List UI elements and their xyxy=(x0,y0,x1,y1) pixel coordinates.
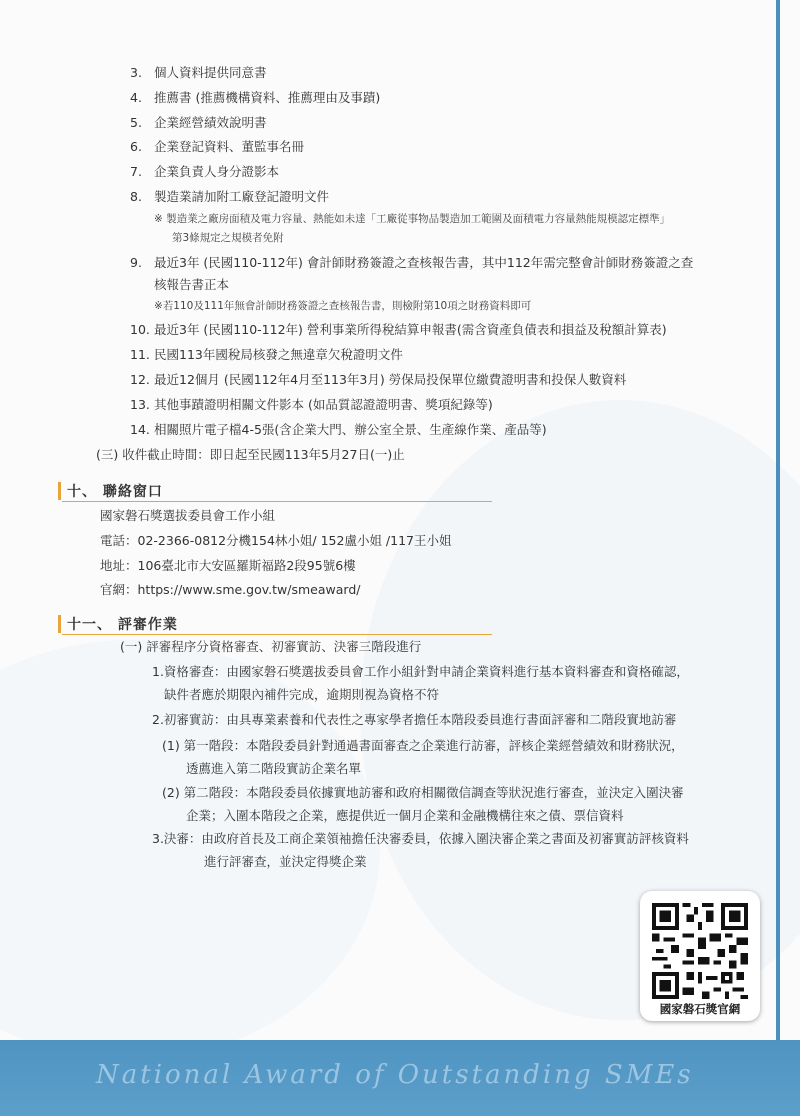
list-item: 3. 個人資料提供同意書 xyxy=(130,65,267,80)
list-item-continued: 核報告書正本 xyxy=(154,277,230,292)
review-step-continued: 進行評審查，並決定得獎企業 xyxy=(204,854,367,869)
list-item: 9. 最近3年 (民國110-112年) 會計師財務簽證之查核報告書，其中112年需完整會計師財務簽證之查 xyxy=(130,255,694,270)
section-rule xyxy=(62,501,492,502)
review-step: 2.初審實訪：由具專業素養和代表性之專家學者擔任本階段委員進行書面評審和二階段實地訪審 xyxy=(152,712,677,727)
section-rule xyxy=(62,634,492,635)
list-item: 11. 民國113年國稅局核發之無違章欠稅證明文件 xyxy=(130,347,403,362)
contact-org: 國家磐石獎選拔委員會工作小組 xyxy=(100,508,276,523)
footnote: 第3條規定之規模者免附 xyxy=(172,232,284,244)
review-substep: (2) 第二階段：本階段委員依據實地訪審和政府相關徵信調查等狀況進行審查，並決定入圍決審 xyxy=(162,785,684,800)
list-item: 5. 企業經營績效說明書 xyxy=(130,115,267,130)
section-accent-bar xyxy=(58,482,61,500)
list-item: 7. 企業負責人身分證影本 xyxy=(130,164,280,179)
review-substep-continued: 透薦進入第二階段實訪企業名單 xyxy=(186,761,362,776)
footnote: ※ 製造業之廠房面積及電力容量、熱能如未達「工廠從事物品製造加工範圍及面積電力容量熱能規模認定標準」 xyxy=(154,213,671,225)
list-item: 14. 相關照片電子檔4-5張(含企業大門、辦公室全景、生產線作業、產品等) xyxy=(130,422,547,437)
qr-code-label: 國家磐石獎官網 xyxy=(659,1002,741,1016)
section-heading-contact: 十、 聯絡窗口 xyxy=(58,481,478,501)
review-step: 1.資格審查：由國家磐石獎選拔委員會工作小組針對申請企業資料進行基本資料審查和資格確認， xyxy=(152,664,689,679)
review-intro: (一) 評審程序分資格審查、初審實訪、決審三階段進行 xyxy=(120,639,422,654)
review-substep-continued: 企業；入圍本階段之企業，應提供近一個月企業和金融機構往來之債、票信資料 xyxy=(186,808,624,823)
list-item: 12. 最近12個月 (民國112年4月至113年3月) 勞保局投保單位繳費證明書和投保人數資料 xyxy=(130,372,627,387)
qr-code-card[interactable] xyxy=(640,891,760,1021)
list-item: 10. 最近3年 (民國110-112年) 營利事業所得稅結算申報書(需含資產負債表和損益及稅額計算表) xyxy=(130,322,667,337)
list-item: 4. 推薦書 (推薦機構資料、推薦理由及事蹟) xyxy=(130,90,381,105)
contact-website[interactable]: 官網：https://www.sme.gov.tw/smeaward/ xyxy=(100,582,361,597)
footer-tagline: National Award of Outstanding SMEs xyxy=(96,1060,694,1090)
contact-phone: 電話：02-2366-0812分機154林小姐/ 152盧小姐 /117王小姐 xyxy=(100,533,452,548)
list-item: 13. 其他事蹟證明相關文件影本 (如品質認證證明書、獎項紀錄等) xyxy=(130,397,493,412)
qr-code-icon xyxy=(652,903,748,999)
deadline-text: (三) 收件截止時間：即日起至民國113年5月27日(一)止 xyxy=(96,447,405,462)
list-item: 6. 企業登記資料、董監事名冊 xyxy=(130,139,305,154)
contact-address: 地址：106臺北市大安區羅斯福路2段95號6樓 xyxy=(100,558,356,573)
review-step: 3.決審：由政府首長及工商企業領袖擔任決審委員，依據入圍決審企業之書面及初審實訪評核資料 xyxy=(152,831,689,846)
section-accent-bar xyxy=(58,615,61,633)
review-step-continued: 缺件者應於期限內補件完成，逾期則視為資格不符 xyxy=(164,687,440,702)
section-heading-review: 十一、 評審作業 xyxy=(58,614,478,634)
list-item: 8. 製造業請加附工廠登記證明文件 xyxy=(130,189,330,204)
footnote: ※若110及111年無會計師財務簽證之查核報告書，則檢附第10項之財務資料即可 xyxy=(154,300,532,312)
page-edge-line xyxy=(776,0,780,1040)
review-substep: (1) 第一階段：本階段委員針對通過書面審查之企業進行訪審，評核企業經營績效和財務狀況， xyxy=(162,738,684,753)
